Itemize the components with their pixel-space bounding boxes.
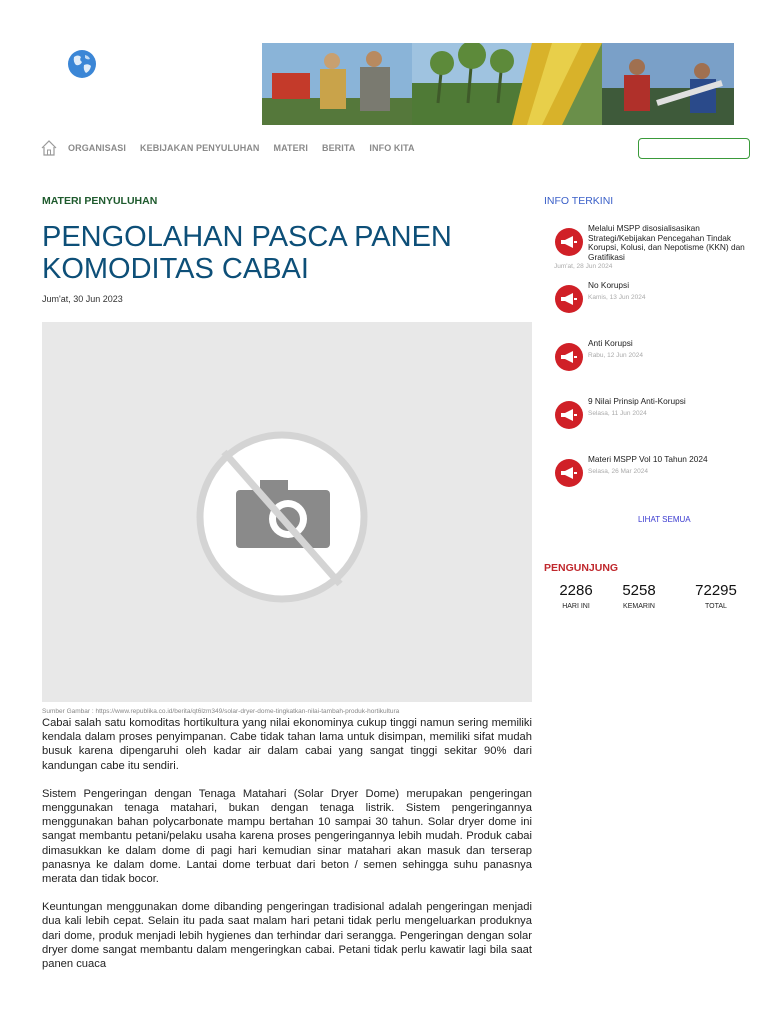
nav-item-berita[interactable]: BERITA [321, 143, 356, 153]
article-date: Jum'at, 30 Jun 2023 [42, 294, 123, 304]
news-date: Jum'at, 28 Jun 2024 [554, 263, 613, 270]
news-title[interactable]: Materi MSPP Vol 10 Tahun 2024 [588, 454, 708, 464]
header-banner-image [262, 43, 734, 125]
visitor-stat-total [686, 582, 746, 610]
home-icon[interactable] [40, 139, 58, 157]
news-date: Kamis, 13 Jun 2024 [588, 294, 646, 301]
stat-label: KEMARIN [623, 603, 655, 610]
visitor-stat-today [556, 582, 596, 610]
nav-item-materi[interactable]: MATERI [273, 143, 308, 153]
megaphone-icon [555, 285, 583, 313]
article-paragraph: Sistem Pengeringan dengan Tenaga Matahari (Solar Dryer Dome) merupakan pengeringan menggunakan tenaga matahari, bukan dengan tenaga listrik. Sistem pengeringannya menggunakan bahan polycarbonate mampu bertahan 10 sampai 30 tahun. Solar dryer dome ini sangat membantu petani/pelaku usaha karena proses pengeringannya lebih mudah. Produk cabai dimasukkan ke dalam dome di pagi hari kemudian sinar matahari akan masuk dan terserap panasnya ke dalam dome. Lantai dome terbuat dari beton / semen sehingga suhu panasnya merata dan tidak bocor. [42, 787, 532, 886]
stat-value: 5258 [622, 582, 656, 599]
no-image-icon [42, 322, 532, 702]
nav-item-kebijakan-penyuluhan[interactable]: KEBIJAKAN PENYULUHAN [140, 143, 260, 153]
megaphone-icon [555, 343, 583, 371]
see-all-link[interactable]: LIHAT SEMUA [638, 515, 691, 524]
stat-label: HARI INI [562, 603, 590, 610]
article-body [42, 716, 532, 985]
news-date: Selasa, 11 Jun 2024 [588, 410, 647, 417]
nav-item-info-kita[interactable]: INFO KITA [369, 143, 415, 153]
visitor-stat-yesterday [614, 582, 664, 610]
image-caption: Sumber Gambar : https://www.republika.co.id/berita/qt6lzm349/solar-dryer-dome-tingkatkan-nilai-tambah-produk-hortikultura [42, 708, 400, 715]
visitors-heading: PENGUNJUNG [544, 562, 619, 574]
news-title[interactable]: Anti Korupsi [588, 338, 633, 348]
megaphone-icon [555, 228, 583, 256]
site-logo[interactable] [66, 48, 98, 80]
article-title: PENGOLAHAN PASCA PANEN KOMODITAS CABAI [42, 221, 452, 285]
news-date: Selasa, 26 Mar 2024 [588, 468, 648, 475]
article-image-placeholder [42, 322, 532, 702]
news-title[interactable]: 9 Nilai Prinsip Anti-Korupsi [588, 396, 686, 406]
news-title[interactable]: No Korupsi [588, 280, 630, 290]
article-category[interactable]: MATERI PENYULUHAN [42, 195, 158, 207]
info-terkini-heading: INFO TERKINI [544, 195, 614, 207]
main-nav [40, 138, 429, 158]
article-paragraph: Keuntungan menggunakan dome dibanding pengeringan tradisional adalah pengeringan menjadi dua kali lebih cepat. Selain itu pada saat malam hari petani tidak perlu mengeluarkan produknya dari dome, produk menjadi lebih hygienes dan terhindar dari serangga. Pengeringan dengan solar dryer dome sangat membantu dalam mengeringkan cabai. Petani tidak perlu kawatir lagi bila saat panen cuaca [42, 901, 532, 971]
stat-label: TOTAL [705, 603, 727, 610]
stat-value: 72295 [695, 582, 737, 599]
news-date: Rabu, 12 Jun 2024 [588, 352, 643, 359]
nav-item-organisasi[interactable]: ORGANISASI [68, 143, 127, 153]
article-paragraph: Cabai salah satu komoditas hortikultura yang nilai ekonominya cukup tinggi namun sering memiliki kendala dalam proses penyimpanan. Cabe tidak tahan lama untuk disimpan, memiliki sifat mudah busuk karena dipengaruhi oleh kadar air dalam cabai yang sangat tinggi sekitar 90% dari kandungan cabe itu sendiri. [42, 717, 532, 772]
stat-value: 2286 [559, 582, 593, 599]
search-input[interactable] [638, 138, 750, 159]
news-title[interactable]: Melalui MSPP disosialisasikan Strategi/Kebijakan Pencegahan Tindak Korupsi, Kolusi, dan Nepotisme (KKN) dan Gratifikasi [588, 223, 745, 262]
megaphone-icon [555, 401, 583, 429]
megaphone-icon [555, 459, 583, 487]
